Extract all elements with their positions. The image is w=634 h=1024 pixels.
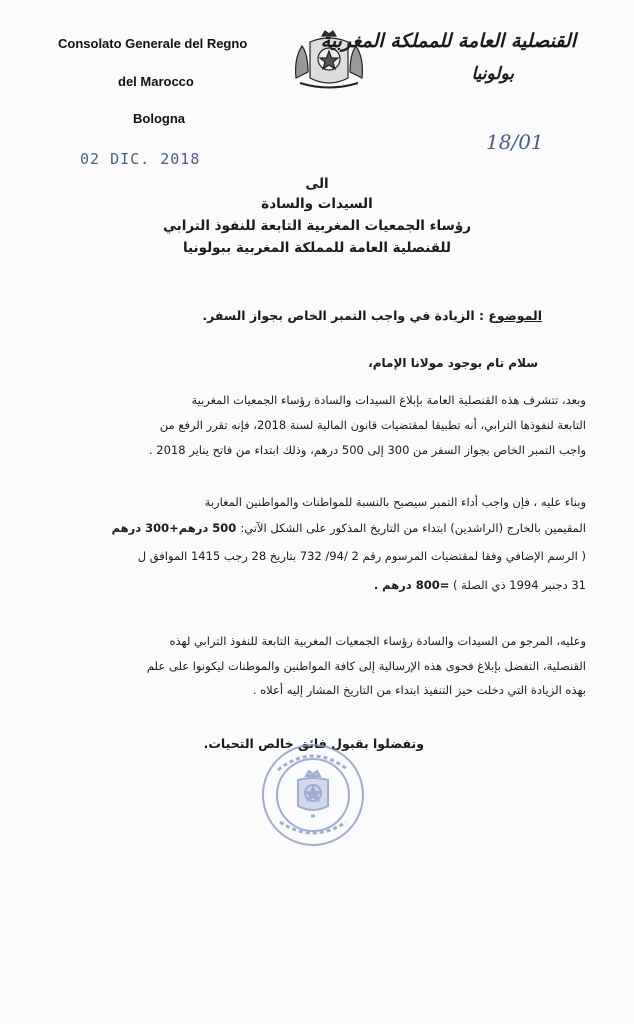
paragraph2-text: 31 دجنبر 1994 ذي الصلة ): [449, 578, 586, 592]
address-sirs: السيدات والسادة: [261, 196, 373, 212]
consulate-italian-country: del Marocco: [118, 74, 194, 89]
paragraph2-text: المقيمين بالخارج (الراشدين) ابتداء من التاريخ المذكور على الشكل الآتي:: [240, 521, 586, 535]
paragraph2-line: [374, 578, 586, 592]
closing-line: وتفضلوا بقبول فائق خالص التحيات.: [203, 736, 424, 751]
paragraph2-line: [112, 521, 586, 535]
paragraph3-line: القنصلية، التفضل بإبلاغ فحوى هذه الإرسالية إلى كافة المواطنين والموطنات ليكونوا على علم: [146, 659, 586, 673]
address-to: الى: [305, 176, 329, 192]
consulate-italian-city: Bologna: [133, 111, 185, 126]
paragraph3-line: وعليه، المرجو من السيدات والسادة رؤساء الجمعيات المغربية التابعة للنفوذ الترابي لهذه: [169, 634, 586, 648]
new-fee-amount: 500 درهم+300 درهم: [111, 521, 241, 535]
total-fee-amount: =800 درهم .: [373, 578, 450, 592]
address-consulate: للقنصلية العامة للمملكة المغربية ببولونيا: [182, 240, 452, 256]
subject-label: الموضوع: [488, 308, 542, 323]
consulate-arabic-city: بولونيا: [471, 64, 514, 84]
consulate-seal-icon: [258, 740, 368, 850]
consulate-italian-name: Consolato Generale del Regno: [58, 36, 248, 51]
subject-text: : الزيادة في واجب التمبر الخاص بجواز السفر.: [202, 308, 484, 323]
reference-number: 18/01: [486, 130, 544, 154]
date-stamp: 02 DIC. 2018: [80, 150, 201, 168]
paragraph1-line: التابعة لنفوذها الترابي، أنه تطبيقا لمقتضيات قانون المالية لسنة 2018، فإنه تقرر الرفع من: [159, 418, 586, 432]
subject-line: [202, 308, 542, 323]
salutation: سلام تام بوجود مولانا الإمام،: [368, 356, 538, 370]
address-recipients: رؤساء الجمعيات المغربية التابعة للنفوذ الترابي: [163, 218, 471, 234]
paragraph2-line: ( الرسم الإضافي وفقا لمقتضيات المرسوم رقم 2 /94/ 732 بتاريخ 28 رجب 1415 الموافق ل: [137, 549, 586, 563]
paragraph3-line: بهذه الزيادة التي دخلت حيز التنفيذ ابتداء من التاريخ المشار إليه أعلاه .: [252, 683, 586, 697]
paragraph1-line: واجب التمبر الخاص بجواز السفر من 300 إلى 500 درهم، وذلك ابتداء من فاتح يناير 2018 .: [148, 443, 586, 457]
consulate-arabic-name: القنصلية العامة للمملكة المغربية: [320, 30, 576, 52]
paragraph1-line: وبعد، تتشرف هذه القنصلية العامة بإبلاغ السيدات والسادة رؤساء الجمعيات المغربية: [191, 393, 586, 407]
paragraph2-line: وبناء عليه ، فإن واجب أداء التمبر سيصبح بالنسبة للمواطنات والمواطنين المغاربة: [204, 495, 586, 509]
